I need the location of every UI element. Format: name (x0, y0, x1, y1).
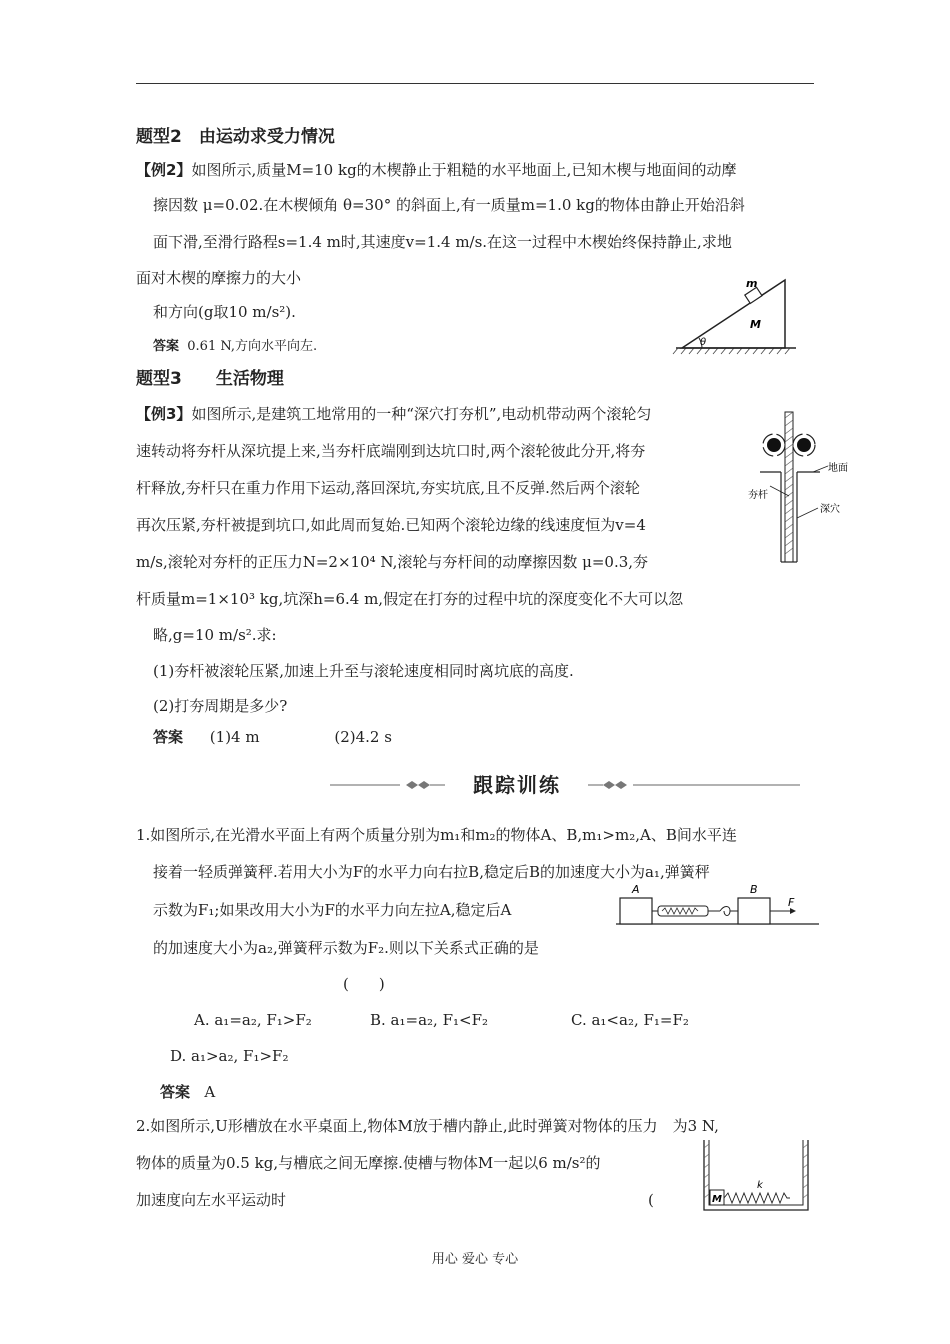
answer-label: 答案 (153, 339, 180, 354)
u-groove-figure (700, 1138, 812, 1218)
spring-A-label: A (632, 883, 640, 896)
q2-line-2: 物体的质量为0.5 kg,与槽底之间无摩擦.使槽与物体M一起以6 m/s²的 (136, 1154, 601, 1172)
spring-balance-figure (614, 880, 824, 930)
section3-line-8: (1)夯杆被滚轮压紧,加速上升至与滚轮速度相同时离坑底的高度. (153, 662, 574, 680)
q1-option-a[interactable]: A. a₁=a₂, F₁>F₂ (194, 1011, 312, 1029)
answer-label: 答案 (160, 1083, 191, 1101)
wedge-M-label: M (750, 318, 761, 331)
q1-line-2: 接着一轻质弹簧秤.若用大小为F的水平力向右拉B,稳定后B的加速度大小为a₁,弹簧秤 (153, 863, 710, 881)
groove-M-label: M (712, 1194, 722, 1205)
section2-line-3: 面下滑,至滑行路程s=1.4 m时,其速度v=1.4 m/s.在这一过程中木楔始终保持静止,求地 (153, 233, 732, 251)
example2-label: 【例2】 (136, 161, 192, 179)
q2-line-3: 加速度向左水平运动时 (136, 1191, 287, 1209)
rammer-ground-label: 地面 (828, 463, 848, 474)
wedge-m-label: m (746, 277, 758, 290)
section2-line-1 (136, 160, 736, 180)
header-rule (136, 83, 814, 84)
section3-line-1 (136, 404, 651, 424)
section3-line-5: m/s,滚轮对夯杆的正压力N=2×10⁴ N,滚轮与夯杆间的动摩擦因数 μ=0.3,夯 (136, 553, 649, 571)
q1-paren: ( ) (343, 975, 385, 993)
training-divider (330, 770, 800, 800)
page-footer: 用心 爱心 专心 (431, 1252, 519, 1267)
section3-line-4: 再次压紧,夯杆被提到坑口,如此周而复始.已知两个滚轮边缘的线速度恒为v=4 (136, 516, 646, 534)
section2-answer (153, 337, 317, 357)
spring-B-label: B (750, 883, 758, 896)
wedge-figure (672, 272, 802, 358)
rammer-figure (748, 408, 858, 568)
example3-text-1: 如图所示,是建筑工地常用的一种“深穴打夯机”,电动机带动两个滚轮匀 (191, 405, 652, 423)
q1-option-c[interactable]: C. a₁<a₂, F₁=F₂ (571, 1011, 689, 1029)
example2-text-1: 如图所示,质量M=10 kg的木楔静止于粗糙的水平地面上,已知木楔与地面间的动摩 (191, 161, 737, 179)
training-title: 跟踪训练 (473, 773, 561, 797)
section3-line-7: 略,g=10 m/s².求: (153, 626, 277, 644)
section3-title: 题型3 生活物理 (136, 369, 284, 389)
answer-part-2: (2)4.2 s (334, 728, 392, 746)
answer-label: 答案 (153, 728, 184, 746)
answer-text: 0.61 N,方向水平向左. (187, 339, 318, 354)
section2-line-5: 和方向(g取10 m/s²). (153, 303, 296, 321)
section2-line-2: 擦因数 μ=0.02.在木楔倾角 θ=30° 的斜面上,有一质量m=1.0 kg的物体由静止开始沿斜 (153, 196, 745, 214)
section3-line-9: (2)打夯周期是多少? (153, 697, 288, 715)
spring-F-label: F (788, 896, 795, 909)
section3-line-6: 杆质量m=1×10³ kg,坑深h=6.4 m,假定在打夯的过程中坑的深度变化不大可以忽 (136, 590, 684, 608)
section2-line-4: 面对木楔的摩擦力的大小 (136, 269, 302, 287)
q1-option-d[interactable]: D. a₁>a₂, F₁>F₂ (170, 1047, 289, 1065)
answer-text: A (204, 1083, 216, 1101)
rammer-hole-label: 深穴 (820, 504, 840, 515)
groove-k-label: k (757, 1180, 763, 1191)
answer-part-1: (1)4 m (209, 728, 260, 746)
q1-answer (160, 1082, 215, 1102)
section3-line-3: 杆释放,夯杆只在重力作用下运动,落回深坑,夯实坑底,且不反弹.然后两个滚轮 (136, 479, 640, 497)
q1-option-b[interactable]: B. a₁=a₂, F₁<F₂ (370, 1011, 488, 1029)
q1-line-1: 1.如图所示,在光滑水平面上有两个质量分别为m₁和m₂的物体A、B,m₁>m₂,A、B间水平连 (136, 826, 737, 844)
section2-title: 题型2 由运动求受力情况 (136, 127, 335, 147)
q1-line-4: 的加速度大小为a₂,弹簧秤示数为F₂.则以下关系式正确的是 (153, 939, 539, 957)
section3-line-2: 速转动将夯杆从深坑提上来,当夯杆底端刚到达坑口时,两个滚轮彼此分开,将夯 (136, 442, 646, 460)
section3-answer (153, 727, 392, 747)
rammer-rod-label: 夯杆 (748, 490, 768, 501)
q2-paren: ( (648, 1191, 654, 1209)
q2-line-1: 2.如图所示,U形槽放在水平桌面上,物体M放于槽内静止,此时弹簧对物体的压力 为3 N, (136, 1117, 719, 1135)
example3-label: 【例3】 (136, 405, 192, 423)
wedge-theta-label: θ (700, 337, 707, 348)
q1-line-3: 示数为F₁;如果改用大小为F的水平力向左拉A,稳定后A (153, 901, 512, 919)
